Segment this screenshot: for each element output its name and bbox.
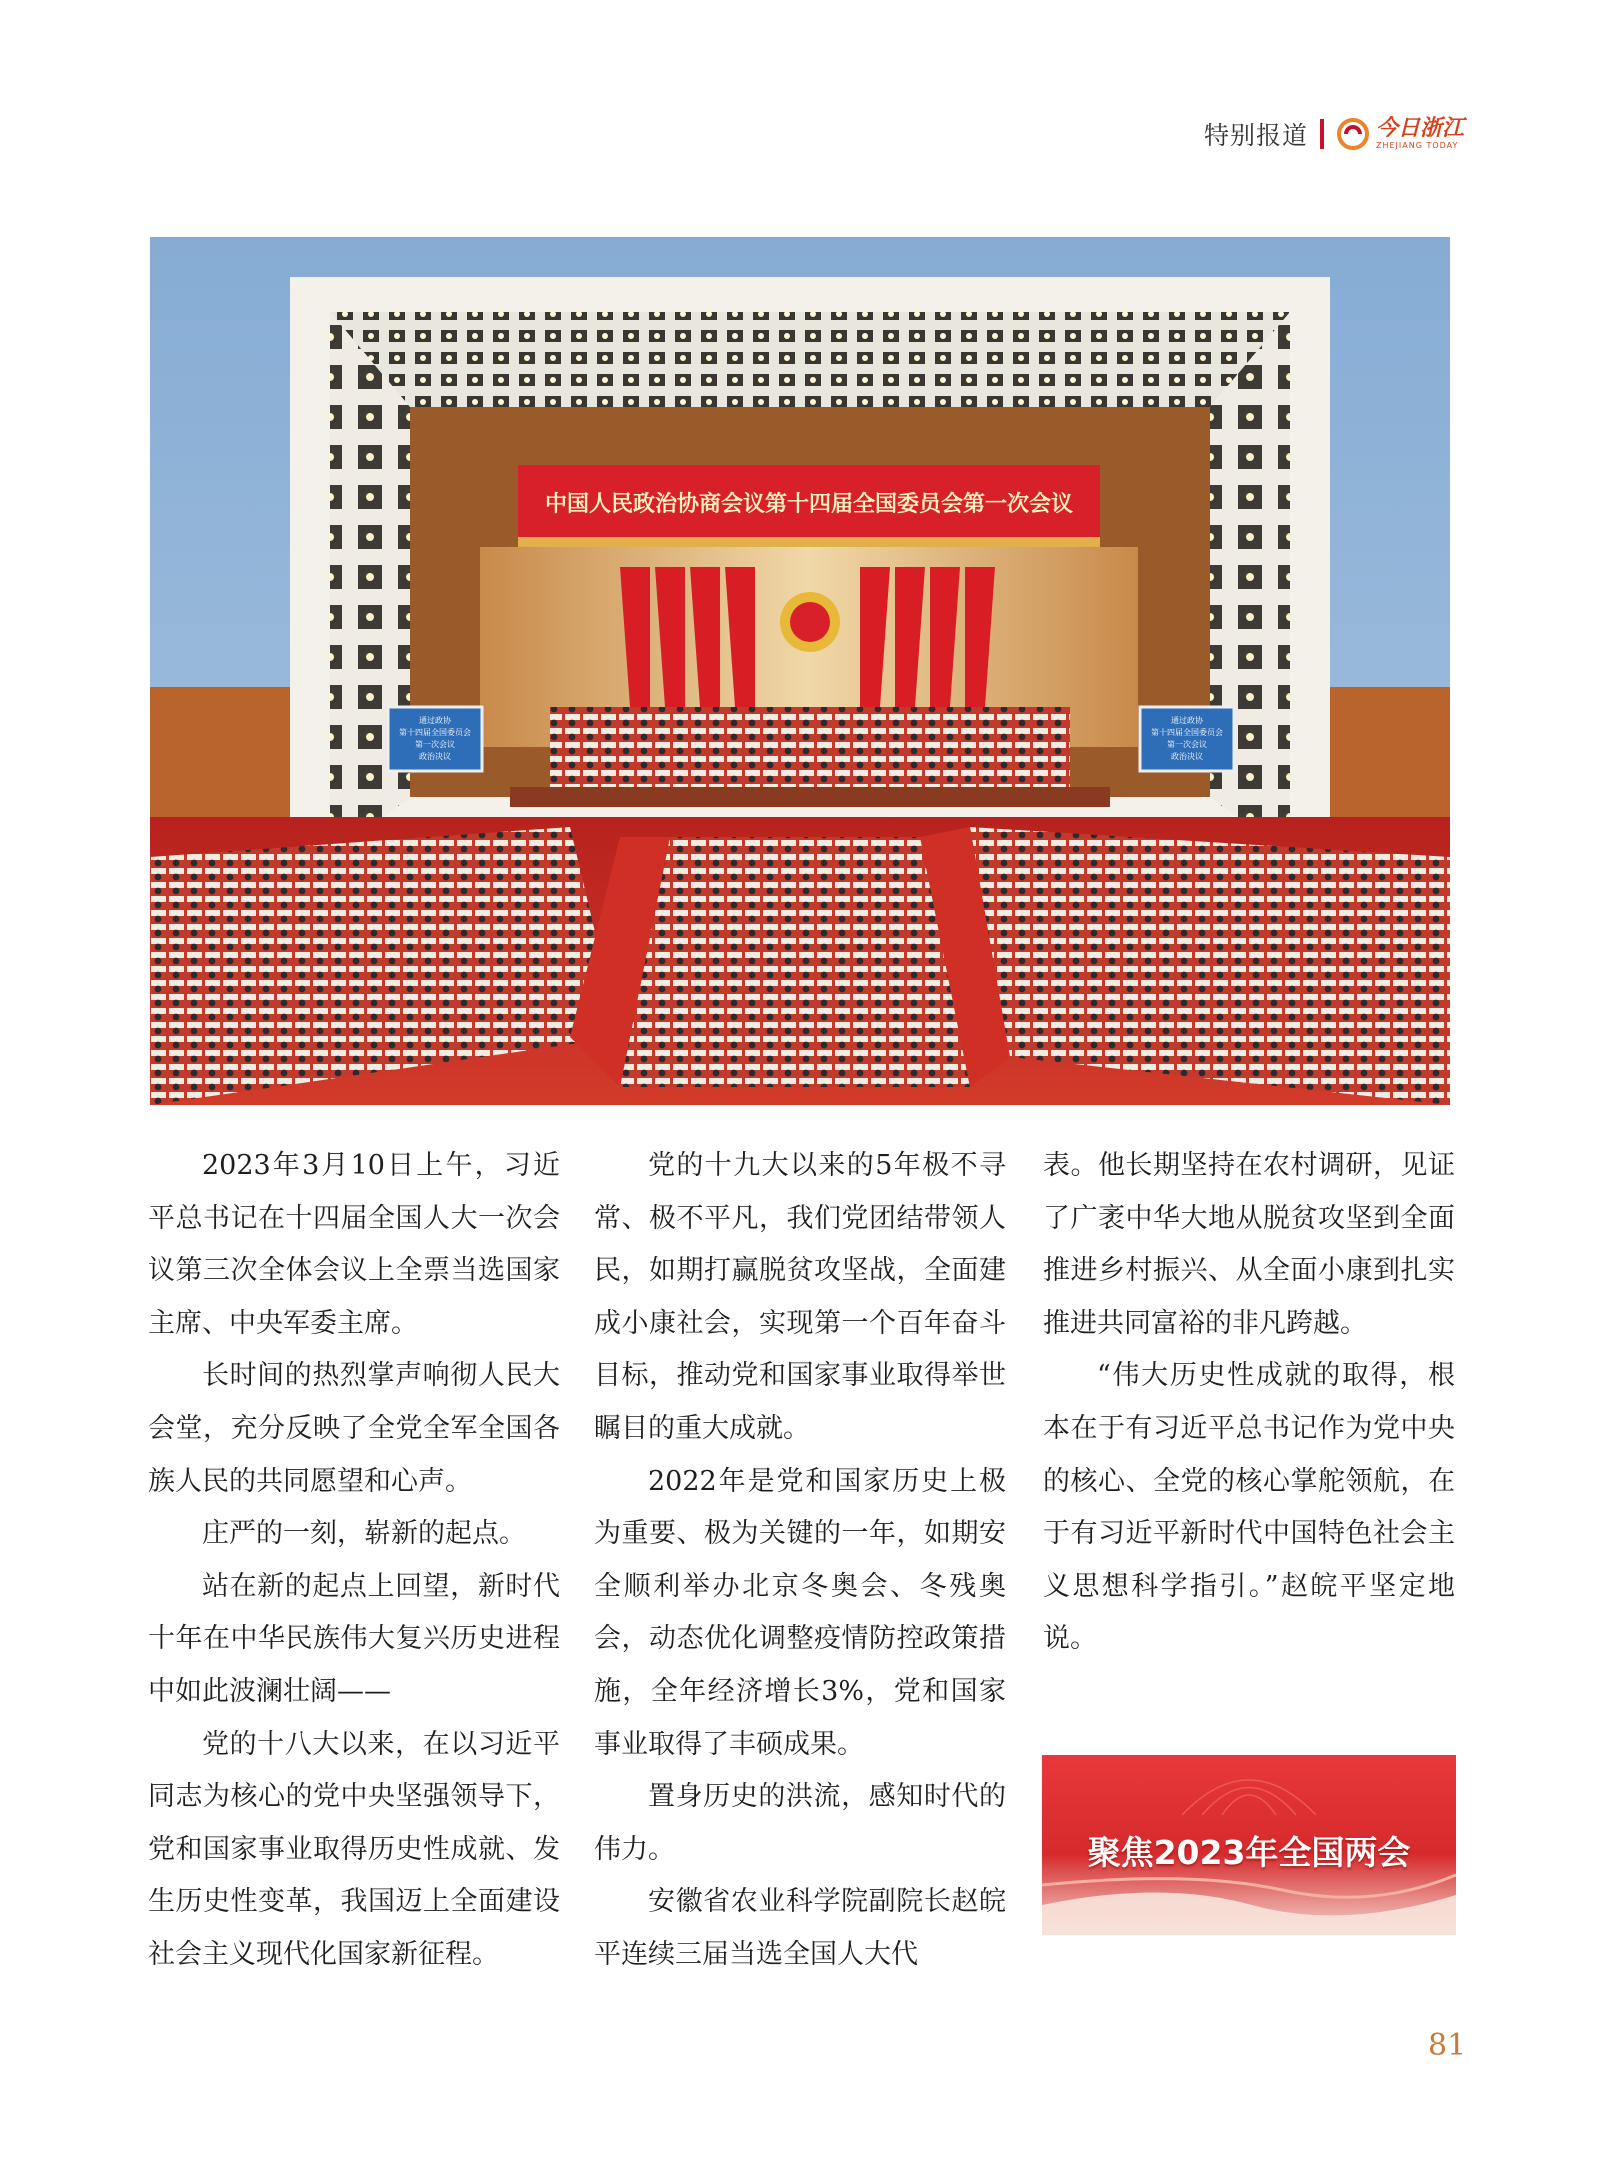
svg-text:第十四届全国委员会: 第十四届全国委员会	[1151, 728, 1223, 737]
logo-english: ZHEJIANG TODAY	[1375, 141, 1459, 150]
paragraph: 安徽省农业科学院副院长赵皖平连续三届当选全国人大代	[594, 1886, 1006, 1970]
logo-swirl-icon	[1336, 117, 1370, 151]
magazine-logo	[1336, 117, 1464, 151]
logo-chinese: 今日浙江	[1375, 116, 1464, 141]
section-label: 特别报道	[1203, 121, 1308, 150]
page-header	[1204, 116, 1464, 152]
left-screen	[388, 707, 482, 771]
paragraph: 党的十八大以来，在以习近平同志为核心的党中央坚强领导下，党和国家事业取得历史性成就、发生历史性变革，我国迈上全面建设社会主义现代化国家新征程。	[148, 1728, 560, 1970]
paragraph: 2023年3月10日上午，习近平总书记在十四届全国人大一次会议第三次全体会议上全票当选国家主席、中央军委主席。	[148, 1150, 560, 1339]
paragraph: “伟大历史性成就的取得，根本在于有习近平总书记作为党中央的核心、全党的核心掌舵领航，在于有习近平新时代中国特色社会主义思想科学指引。”赵皖平坚定地说。	[1043, 1360, 1455, 1655]
svg-text:第十四届全国委员会: 第十四届全国委员会	[399, 728, 471, 737]
svg-text:政治决议: 政治决议	[1171, 752, 1203, 761]
article-column-2	[594, 1140, 1006, 1982]
svg-text:第一次会议: 第一次会议	[415, 740, 455, 749]
photo-banner-text: 中国人民政治协商会议第十四届全国委员会第一次会议	[544, 492, 1074, 517]
paragraph: 站在新的起点上回望，新时代十年在中华民族伟大复兴历史进程中如此波澜壮阔——	[148, 1570, 560, 1707]
right-screen	[1140, 707, 1234, 771]
header-divider	[1320, 119, 1324, 149]
svg-text:政治决议: 政治决议	[419, 752, 451, 761]
paragraph: 置身历史的洪流，感知时代的伟力。	[594, 1781, 1006, 1865]
hall-photo	[150, 237, 1450, 1105]
focus-banner[interactable]	[1042, 1755, 1456, 1935]
svg-text:通过政协: 通过政协	[1171, 716, 1203, 725]
article-column-3	[1043, 1140, 1455, 1666]
banner-title: 聚焦2023年全国两会	[1087, 1833, 1411, 1872]
article-column-1	[148, 1140, 560, 1982]
svg-text:第一次会议: 第一次会议	[1167, 740, 1207, 749]
svg-text:通过政协: 通过政协	[419, 716, 451, 725]
paragraph: 长时间的热烈掌声响彻人民大会堂，充分反映了全党全军全国各族人民的共同愿望和心声。	[148, 1360, 560, 1497]
paragraph-continued: 表。他长期坚持在农村调研，见证了广袤中华大地从脱贫攻坚到全面推进乡村振兴、从全面小康到扎实推进共同富裕的非凡跨越。	[1043, 1150, 1455, 1339]
paragraph: 2022年是党和国家历史上极为重要、极为关键的一年，如期安全顺利举办北京冬奥会、冬残奥会，动态优化调整疫情防控政策措施，全年经济增长3%，党和国家事业取得了丰硕成果。	[594, 1465, 1006, 1760]
paragraph: 党的十九大以来的5年极不寻常、极不平凡，我们党团结带领人民，如期打赢脱贫攻坚战，全面建成小康社会，实现第一个百年奋斗目标，推动党和国家事业取得举世瞩目的重大成就。	[594, 1150, 1006, 1444]
page-number: 81	[1428, 2028, 1467, 2063]
paragraph: 庄严的一刻，崭新的起点。	[202, 1518, 526, 1550]
